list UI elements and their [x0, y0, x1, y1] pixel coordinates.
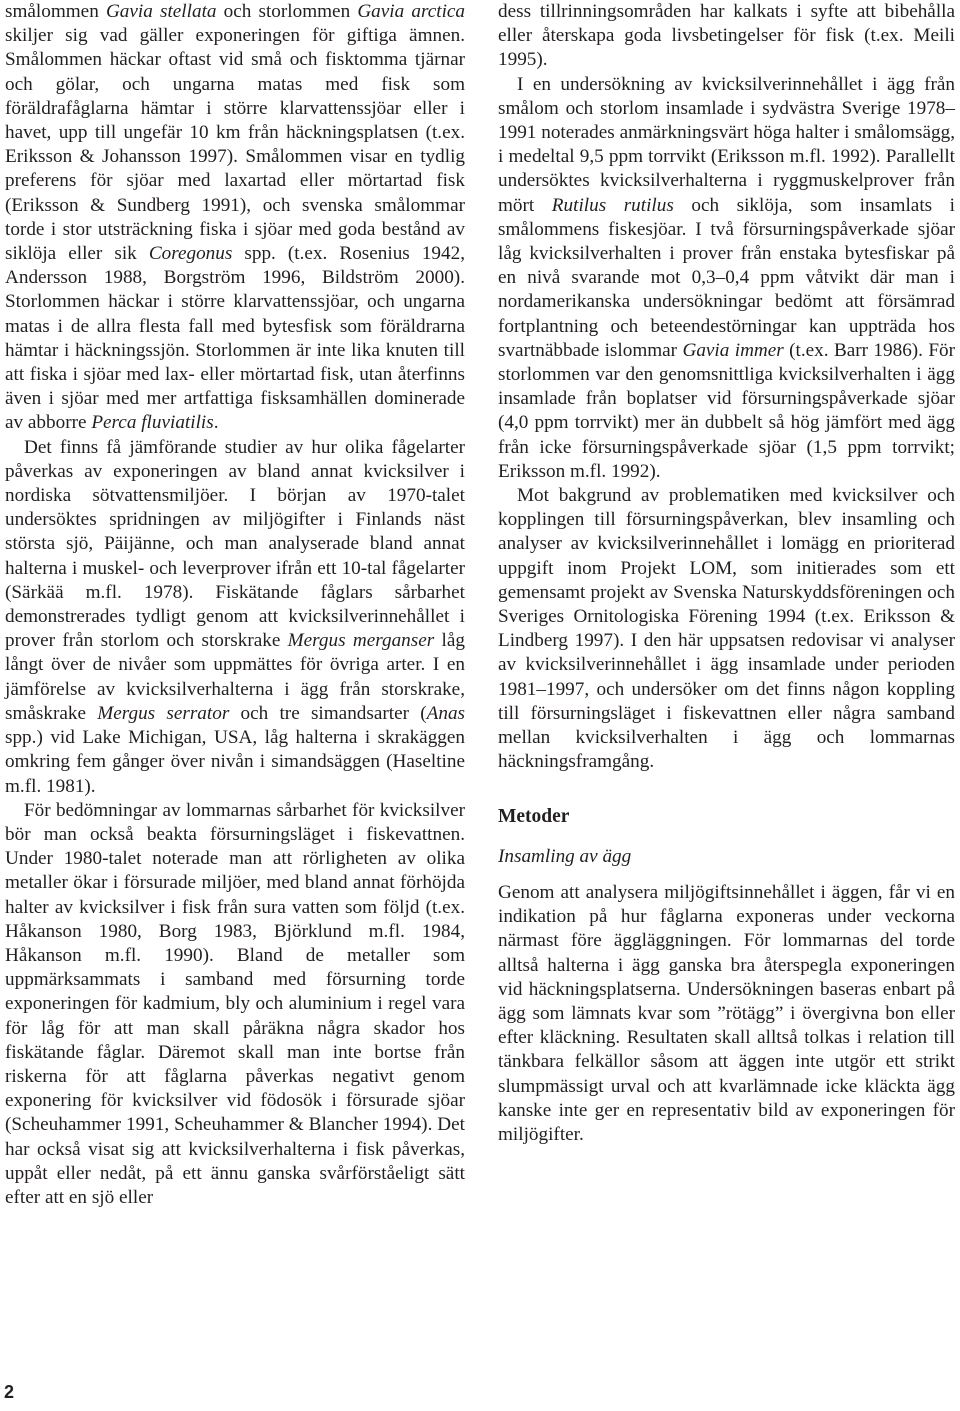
right-column — [498, 0, 955, 1147]
species-name: Gavia stellata — [105, 1, 217, 22]
text-run: spp. (t.ex. Rosenius 1942, Andersson 1988, Borgström 1996, Bildström 2000). Storlommen häckar i större klarvattenssjöar, och ungarna matas i de allra flesta fall med bytesfisk som föräldrarna hämtar i häckningssjön. Storlommen är inte lika knuten till att fiska i sjöar med lax- eller mörtartad fisk, utan återfinns även i sjöar med mer artfattiga fisksamhällen dominerade av abborre — [5, 243, 465, 434]
paragraph: Genom att analysera miljögiftsinnehållet i äggen, får vi en indikation på hur fåglarna exponeras under veckorna närmast före äggläggningen. För lommarnas del torde alltså halterna i ägg ganska bra återspegla exponeringen vid häckningsplatserna. Undersökningen baseras enbart på ägg som lämnats kvar som ”rötägg” i övergivna bon eller efter kläckning. Resultaten skall alltså tolkas i relation till tänkbara felkällor såsom att äggen inte utgör ett strikt slumpmässigt urval och att kvarlämnade icke kläckta ägg kanske inte ger en representativ bild av exponeringen för miljögifter. — [498, 881, 955, 1145]
text-run: smålommen — [5, 1, 106, 22]
paragraph — [498, 73, 955, 484]
text-run: (t.ex. Barr 1986). För storlommen var den genomsnittliga kvicksilverhalten i ägg insamlade från boplatser vid försurningspåverkade sjöar (4,0 ppm torrvikt) mer än dubbelt så hög jämfört med ägg från icke försurningspåverkade sjöar (1,5 ppm torrvikt; Eriksson m.fl. 1992). — [498, 339, 956, 482]
page-number: 2 — [4, 1382, 15, 1402]
species-name: Anas — [426, 702, 465, 724]
species-name: Gavia arctica — [357, 1, 466, 22]
text-run: och siklöja, som insamlats i smålommens fiskesjöar. I två försurningspåverkade sjöar låg kvicksilverhalten i prover från enstaka bytesfiskar på en nivå svarande mot 0,3–0,4 ppm våtvikt där man i nordamerikanska undersökningar bedömt att försämrad fortplantning och beteendestörningar kan uppträda hos svartnäbbade islommar — [498, 194, 955, 361]
paragraph: Mot bakgrund av problematiken med kvicksilver och kopplingen till försurningspåverkan, blev insamling och analyser av kvicksilverinnehållet i lomägg en prioriterad uppgift inom Projekt LOM, som initierades som ett gemensamt projekt av Svenska Naturskyddsföreningen och Sveriges Ornitologiska Förening 1994 (t.ex. Eriksson & Lindberg 1997). I den här uppsatsen redovisar vi analyser av kvicksilverinnehållet i ägg insamlade under perioden 1981–1997, och undersöker om det finns någon koppling till försurningsläget i fiskevattnen eller några samband mellan kvicksilverhalten i ägg och lommarnas häckningsframgång. — [498, 485, 955, 773]
paragraph — [5, 0, 465, 436]
species-name: Gavia immer — [682, 339, 784, 361]
text-run: och tre simandsarter ( — [229, 702, 427, 724]
species-name: Rutilus rutilus — [551, 194, 674, 216]
text-run: . — [213, 412, 219, 434]
species-name: Perca fluviatilis — [91, 412, 214, 434]
text-run: I en undersökning av kvicksilverinnehållet i ägg från smålom och storlom insamlade i sydvästra Sverige 1978–1991 noterades anmärkningsvärt höga halter i smålomsägg, i medeltal 9,5 ppm torrvikt (Eriksson m.fl. 1992). Parallellt undersöktes kvicksilverhalterna i ryggmuskelprover från mört — [498, 73, 955, 216]
text-run: och storlommen — [216, 1, 358, 22]
species-name: Mergus serrator — [97, 702, 230, 724]
text-run: skiljer sig vad gäller exponeringen för giftiga ämnen. Smålommen häckar oftast vid små och fisktomma tjärnar och gölar, och ungarna matas med fisk som föräldrafåglarna hämtar i större klarvattenssjöar eller i havet, upp till ungefär 10 km från häckningsplatsen (t.ex. Eriksson & Johansson 1997). Smålommen visar en tydlig preferens för sjöar med laxartad eller mörtartad fisk (Eriksson & Sundberg 1991), och svenska smålommar torde i stor utsträckning fiska i sjöar med goda bestånd av siklöja eller sik — [5, 25, 465, 265]
text-run: spp.) vid Lake Michigan, USA, låg halterna i skrakäggen omkring fem gånger över nivån i simandsäggen (Haseltine m.fl. 1981). — [5, 727, 465, 797]
section-heading: Metoder — [498, 805, 570, 827]
text-run: låg långt över de nivåer som uppmättes för övriga arter. I en jämförelse av kvicksilverhalterna i ägg från storskrake, småskrake — [5, 630, 465, 724]
species-name: Coregonus — [148, 243, 233, 265]
subsection-heading: Insamling av ägg — [498, 845, 632, 867]
paragraph: dess tillrinningsområden har kalkats i syfte att bibehålla eller återskapa goda livsbetingelser för fisk (t.ex. Meili 1995). — [498, 1, 955, 71]
left-column — [5, 0, 465, 1210]
species-name: Mergus merganser — [287, 630, 435, 652]
text-run: Det finns få jämförande studier av hur olika fågelarter påverkas av exponeringen av bland annat kvicksilver i nordiska sötvattensmiljöer. I början av 1970-talet undersöktes spridningen av miljögifter i Finlands näst största sjö, Päijänne, och man analyserade bland annat halterna i muskel- och leverprover ifrån ett 10-tal fågelarter (Särkää m.fl. 1978). Fiskätande fåglars sårbarhet demonstrerades tydligt genom att kvicksilverinnehållet i prover från storlom och storskrake — [5, 436, 465, 652]
paragraph — [5, 436, 465, 799]
paragraph: För bedömningar av lommarnas sårbarhet för kvicksilver bör man också beakta försurningsläget i fiskevattnen. Under 1980-talet noterade man att rörligheten av olika metaller ökar i försurade miljöer, med bland annat förhöjda halter av kvicksilver i fisk från sura vatten som följd (t.ex. Håkanson 1980, Borg 1983, Björklund m.fl. 1984, Håkanson m.fl. 1990). Bland de metaller som uppmärksammats i samband med försurning torde exponeringen för kadmium, bly och aluminium i regel vara för låg för att man skall påräkna några skador hos fiskätande fåglar. Däremot skall man inte bortse från riskerna för att fåglarna påverkas negativt genom exponering för kvicksilver vid födosök i försurade sjöar (Scheuhammer 1991, Scheuhammer & Blancher 1994). Det har också visat sig att kvicksilverhalterna i fisk påverkas, uppåt eller nedåt, på ett ännu ganska svårförståeligt sätt efter att en sjö eller — [5, 799, 465, 1208]
